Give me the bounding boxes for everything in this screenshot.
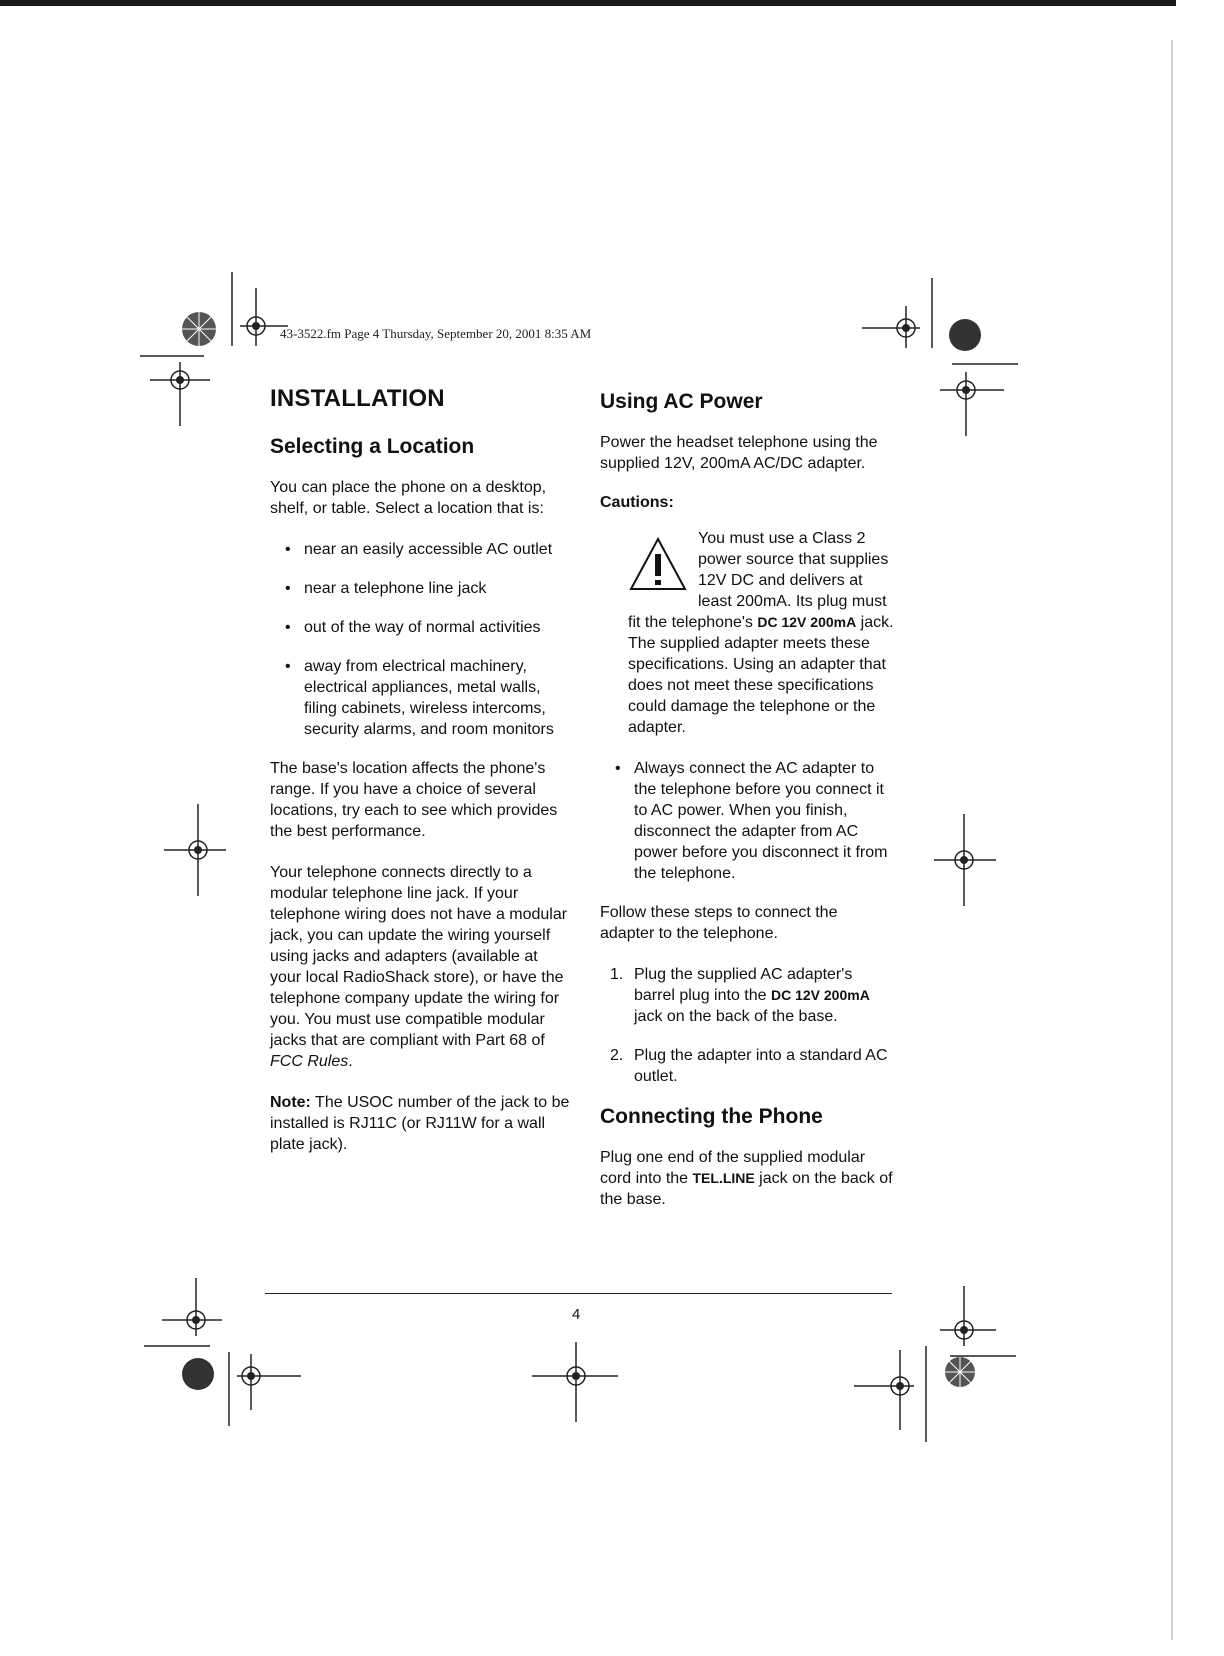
list-item: • away from electrical machinery, electrical appliances, metal walls, filing cabinets, wireless intercoms, security alarms, and room monitors <box>270 656 570 740</box>
range-paragraph: The base's location affects the phone's range. If you have a choice of several locations, try each to see which provides the best performance. <box>270 760 558 840</box>
step-number: 1. <box>610 966 624 983</box>
location-intro: You can place the phone on a desktop, shelf, or table. Select a location that is: <box>270 479 547 517</box>
list-item: • near a telephone line jack <box>270 578 570 599</box>
location-bullet-list <box>270 539 570 740</box>
step-text: Plug the supplied AC adapter's barrel plug into the <box>634 966 853 1004</box>
caution-warning-block <box>600 528 895 738</box>
page-title: INSTALLATION <box>270 385 445 412</box>
crosshair-mark-icon <box>860 272 940 352</box>
connect-text: Plug one end of the supplied modular cord into the <box>600 1149 866 1187</box>
warning-triangle-icon <box>628 536 688 592</box>
crosshair-mark-icon <box>160 800 230 900</box>
crosshair-mark-icon <box>140 1276 230 1356</box>
list-item: • out of the way of normal activities <box>270 617 570 638</box>
registration-dot-icon <box>178 1354 218 1394</box>
list-item: • near an easily accessible AC outlet <box>270 539 570 560</box>
caution-text-cont: jack. The supplied adapter meets these specifications. Using an adapter that does not meet these specifications could damage the telephone or the adapter. <box>628 614 894 736</box>
list-item: • Always connect the AC adapter to the telephone before you connect it to AC power. When you finish, disconnect the adapter from AC power before you disconnect it from the telephone. <box>600 758 895 884</box>
step-number: 2. <box>610 1047 624 1064</box>
dc-jack-label: DC 12V 200mA <box>757 614 857 630</box>
step-text: Plug the adapter into a standard AC outlet. <box>634 1047 888 1085</box>
crosshair-mark-icon <box>850 1336 930 1446</box>
tel-line-label: TEL.LINE <box>692 1170 755 1186</box>
list-item <box>600 964 895 1027</box>
file-slug: 43-3522.fm Page 4 Thursday, September 20, 2001 8:35 AM <box>280 326 592 341</box>
crosshair-mark-icon <box>930 810 1000 910</box>
crosshair-mark-icon <box>930 360 1020 440</box>
section-heading-ac-power: Using AC Power <box>600 390 763 413</box>
jack-paragraph-end: . <box>348 1053 353 1070</box>
page-number: 4 <box>572 1306 581 1323</box>
right-scan-edge <box>1171 40 1173 1640</box>
left-column <box>270 385 570 1175</box>
crosshair-mark-icon <box>930 1284 1020 1364</box>
note-text: The USOC number of the jack to be installed is RJ11C (or RJ11W for a wall plate jack). <box>270 1094 570 1153</box>
registration-starburst-icon <box>176 306 222 352</box>
step-text-cont: jack on the back of the base. <box>634 1008 838 1025</box>
right-column <box>600 390 895 1230</box>
crosshair-mark-icon <box>225 1340 305 1430</box>
fcc-rules-italic: FCC Rules <box>270 1053 349 1070</box>
steps-intro: Follow these steps to connect the adapter to the telephone. <box>600 904 838 942</box>
note-paragraph <box>270 1092 570 1155</box>
jack-paragraph <box>270 862 570 1072</box>
top-scan-border <box>0 0 1176 6</box>
dc-jack-label: DC 12V 200mA <box>770 987 870 1003</box>
connect-text-end: jack on the back of the base. <box>600 1170 893 1208</box>
footer-rule <box>265 1293 892 1294</box>
crosshair-mark-icon <box>530 1336 620 1426</box>
registration-dot-icon <box>946 316 986 356</box>
jack-paragraph-text: Your telephone connects directly to a modular telephone line jack. If your telephone wiring does not have a modular jack, you can update the wiring yourself using jacks and adapters (available at your local RadioShack store), or have the telephone company update the wiring for you. You must use compatible modular jacks that are compliant with Part 68 of <box>270 864 568 1049</box>
list-item <box>600 1045 895 1087</box>
section-heading-connecting: Connecting the Phone <box>600 1105 823 1128</box>
steps-list <box>600 964 895 1087</box>
section-heading-location: Selecting a Location <box>270 435 475 458</box>
ac-intro: Power the headset telephone using the supplied 12V, 200mA AC/DC adapter. <box>600 434 878 472</box>
caution-bullet-list <box>600 758 895 884</box>
caution-text: You must use a Class 2 power source that supplies 12V DC and delivers at least 200mA. Its plug must fit the telephone's <box>628 530 889 631</box>
connect-paragraph <box>600 1147 895 1210</box>
note-label: Note: <box>270 1094 311 1111</box>
crosshair-mark-icon <box>140 352 220 432</box>
cautions-label: Cautions: <box>600 494 674 511</box>
